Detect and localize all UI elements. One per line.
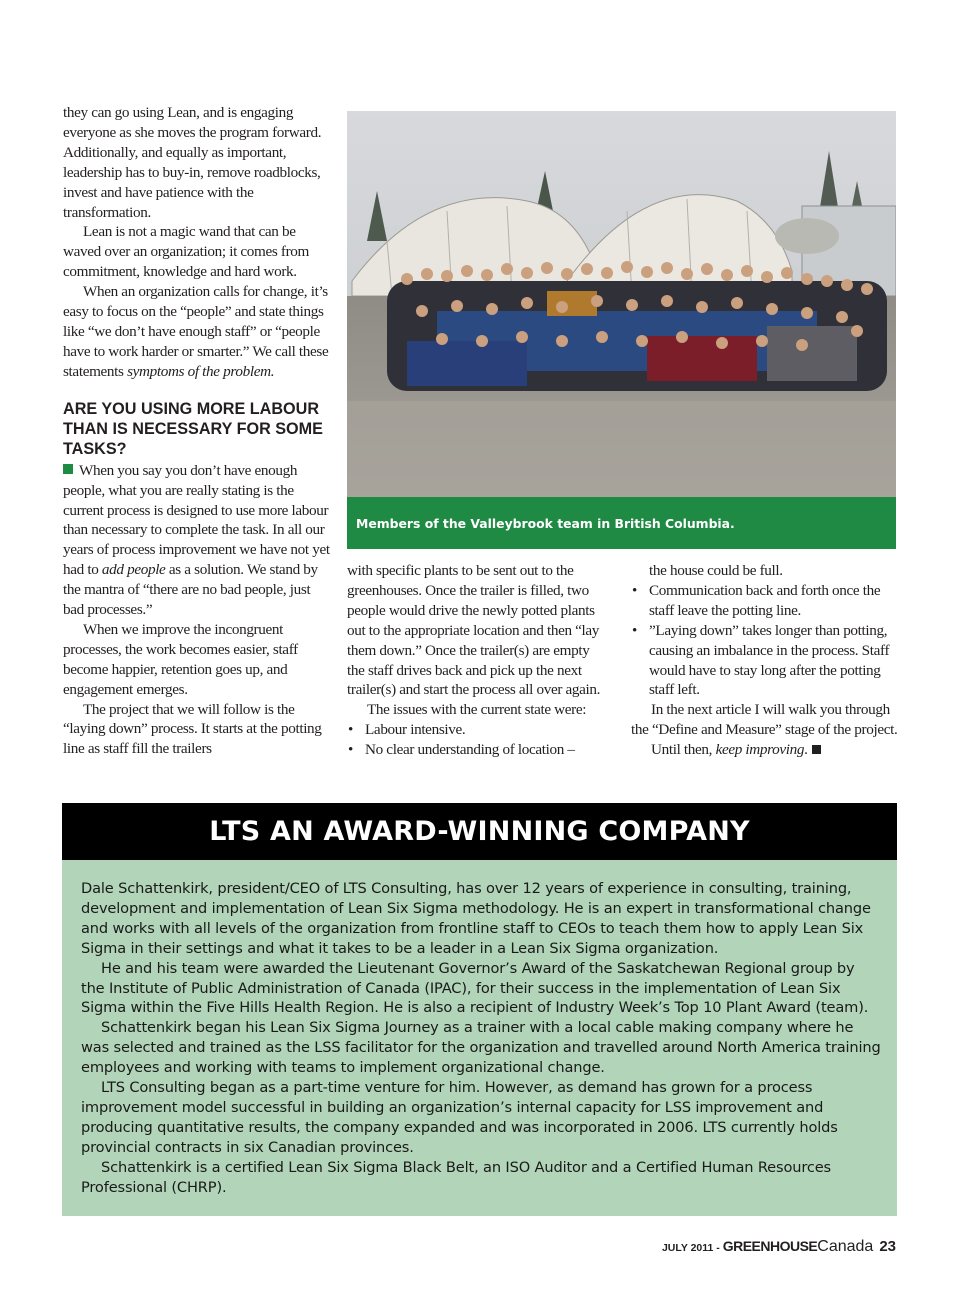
bullet-item: • ”Laying down” takes longer than potting, causing an imbalance in the process. Staff would have to stay long after the potting staff left. (631, 621, 899, 701)
sidebar-paragraph: Schattenkirk began his Lean Six Sigma Journey as a trainer with a local cable making company where he was selected and trained as the LSS facilitator for the organization and travelled around North America training employees and working with teams to implement organizational change. (81, 1019, 881, 1077)
issue-date: JULY 2011 - (661, 1242, 723, 1254)
bullet-continuation: the house could be full. (649, 562, 783, 579)
green-square-icon (63, 464, 73, 474)
paragraph: Until then, keep improving. (631, 740, 899, 760)
team-photo-image (347, 111, 896, 497)
magazine-name-bold: GREENHOUSE (722, 1238, 818, 1254)
paragraph-text: When you say you don’t have enough people, what you are really stating is the current process is designed to use more labour than necessary to complete the task. In all our years of process improvement we have not yet had to (63, 461, 330, 579)
paragraph: Lean is not a magic wand that can be waved over an organization; it comes from commitment, knowledge and hard work. (63, 223, 310, 281)
article-column-1 (63, 103, 331, 759)
paragraph: The project that we will follow is the “laying down” process. It starts at the potting line as staff fill the trailers (63, 700, 322, 758)
article-column-2 (347, 561, 609, 760)
magazine-name: Canada (817, 1238, 874, 1255)
emphasis-text: keep improving (715, 741, 805, 759)
sidebar-body (62, 860, 897, 1216)
paragraph (63, 282, 331, 382)
paragraph-text: When an organization calls for change, it’s easy to focus on the “people” and state things like “we don’t have enough staff” or “people have to work harder or smarter.” We call these statements (63, 283, 329, 380)
paragraph (63, 461, 331, 620)
bullet-item: • Communication back and forth once the staff leave the potting line. (631, 581, 899, 621)
photo-caption: Members of the Valleybrook team in British Columbia. (347, 497, 896, 549)
sidebar-paragraph: LTS Consulting began as a part-time venture for him. However, as demand has grown for a process improvement model successful in building an organization’s internal capacity for LSS improvement and producing quantitative results, the company expanded and was incorporated in 2006. LTS currently holds provincial contracts in six Canadian provinces. (81, 1079, 838, 1156)
end-mark-icon (812, 745, 821, 754)
paragraph-text: as a solution. We stand by the mantra of “there are no bad people, just bad processes.” (63, 561, 318, 619)
paragraph: The issues with the current state were: (367, 701, 587, 719)
page-number: 23 (879, 1238, 896, 1255)
bullet-item: • Labour intensive. (347, 720, 609, 740)
section-subhead: ARE YOU USING MORE LABOUR THAN IS NECESSARY FOR SOME TASKS? (63, 399, 323, 458)
paragraph-text: Until then, (651, 741, 716, 759)
bullet-item: • No clear understanding of location – (347, 740, 609, 760)
team-photo (347, 111, 896, 549)
emphasis-text: add people (101, 561, 166, 579)
sidebar-title: LTS AN AWARD-WINNING COMPANY (62, 803, 897, 860)
paragraph: with specific plants to be sent out to the greenhouses. Once the trailer is filled, two people would drive the newly potted plants out to the appropriate location and then “lay them down.” Once the trailer(s) are empty the staff drives back and pick up the next trailer(s) and start the process all over again. (347, 562, 601, 699)
sidebar-paragraph: He and his team were awarded the Lieutenant Governor’s Award of the Saskatchewan Regional group by the Institute of Public Administration of Canada (IPAC), for their success in the implementation of Lean Six Sigma within the Five Hills Health Region. He is also a recipient of Industry Week’s Top 10 Plant Award (team). (81, 959, 869, 1017)
emphasis-text: symptoms of the problem. (127, 362, 275, 380)
paragraph: In the next article I will walk you through the “Define and Measure” stage of the project. (631, 701, 898, 739)
sidebar-paragraph: Dale Schattenkirk, president/CEO of LTS Consulting, has over 12 years of experience in consulting, training, development and implementation of Lean Six Sigma methodology. He is an expert in transformational change and works with all levels of the organization from frontline staff to CEOs to teach them how to apply Lean Six Sigma in their settings and what it takes to be a leader in a Lean Six Sigma organization. (81, 880, 871, 957)
paragraph: they can go using Lean, and is engaging everyone as she moves the program forward. Additionally, and equally as important, leadership has to buy-in, remove roadblocks, invest and have patience with the transformation. (63, 104, 322, 221)
paragraph: When we improve the incongruent processes, the work becomes easier, staff become happier, retention goes up, and engagement emerges. (63, 620, 298, 698)
article-column-3 (631, 561, 899, 760)
sidebar-paragraph: Schattenkirk is a certified Lean Six Sigma Black Belt, an ISO Auditor and a Certified Human Resources Professional (CHRP). (81, 1158, 832, 1196)
page-footer (662, 1238, 896, 1256)
